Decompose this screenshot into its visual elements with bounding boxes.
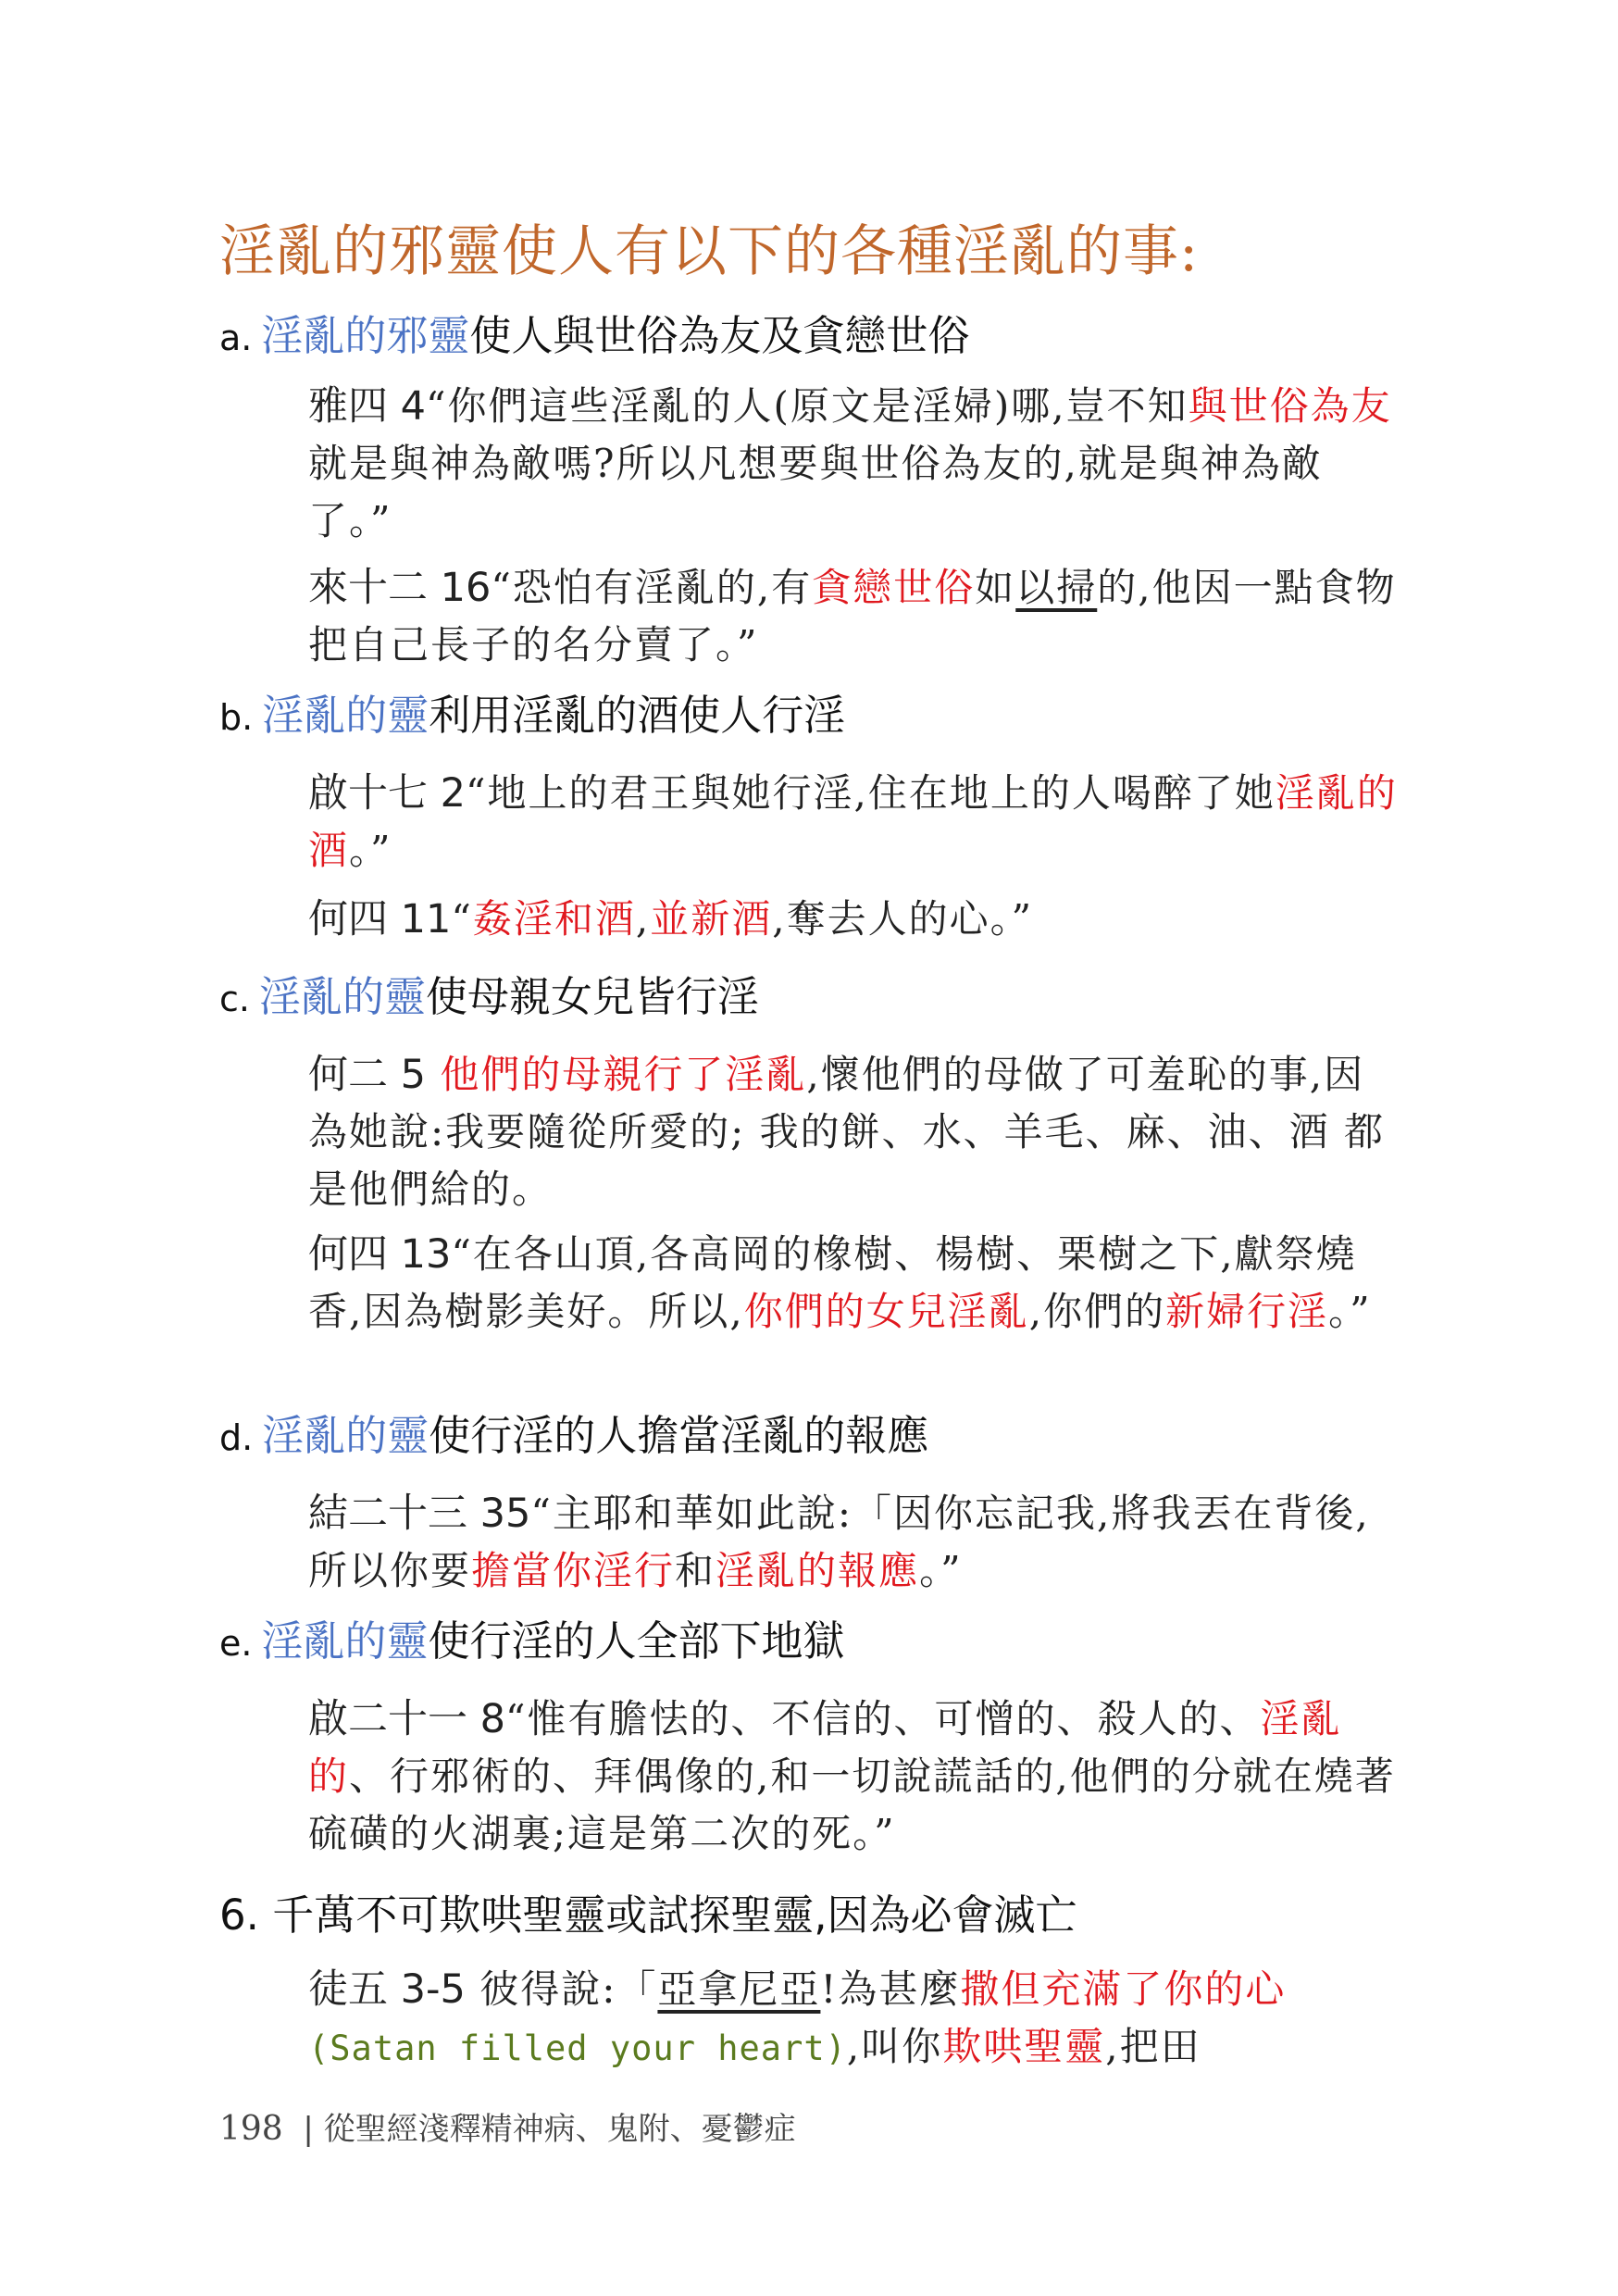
page-title: 淫亂的邪靈使人有以下的各種淫亂的事: (219, 219, 1200, 284)
verse-emphasis: 你們的女兒淫亂 (743, 1289, 1029, 1334)
verse-reference: 啟二十一 8 (308, 1696, 506, 1742)
verse-name-underlined: 以掃 (1015, 565, 1098, 610)
verse-reference: 雅四 4 (308, 383, 427, 430)
verse-emphasis: 姦淫和酒 (472, 896, 636, 942)
verse-reference: 徒五 3-5 (308, 1966, 466, 2013)
verse-emphasis: 撒但充滿了你的心 (960, 1966, 1287, 2012)
point-heading-text: 千萬不可欺哄聖靈或試探聖靈,因為必會滅亡 (272, 1890, 1077, 1940)
verse-text: 如 (975, 565, 1016, 610)
verse-text: “ (451, 896, 473, 942)
section-heading-text: 利用淫亂的酒使人行淫 (429, 691, 846, 740)
section-spirit-name: 淫亂的靈 (261, 1616, 429, 1666)
verse-emphasis: 他們的母親行了淫亂 (440, 1052, 807, 1097)
verse-reference: 來十二 16 (308, 565, 492, 611)
page-footer (219, 2109, 796, 2150)
verse-text: ,奪去人的心。” (772, 896, 1034, 942)
verse-emphasis: 新婦行淫 (1165, 1289, 1329, 1334)
page-number: 198 (219, 2110, 283, 2148)
verse-text: ,把田 (1105, 2024, 1201, 2069)
verse-text: 和 (675, 1548, 716, 1593)
verse-text: “地上的君王與她行淫,住在地上的人喝醉了她 (466, 770, 1276, 816)
verse-text: 、行邪術的、拜偶像的,和一切說謊話的,他們的分就在燒著硫磺的火湖裏;這是第二次的死。” (308, 1753, 1396, 1856)
verse-emphasis: 與世俗為友 (1188, 383, 1392, 429)
verse-text: 彼得說:「 (479, 1966, 658, 2012)
section-spirit-name: 淫亂的邪靈 (261, 311, 470, 360)
verse-text: 的,他因一點食物把自己長子的名分賣了。” (308, 565, 1397, 668)
verse-text: 。” (1328, 1289, 1372, 1334)
verse-emphasis: 貪戀世俗 (812, 565, 976, 610)
point-number: 6. (219, 1890, 259, 1940)
verse-emphasis: 淫亂的酒 (308, 770, 1398, 873)
verse-acts-5-3-5 (308, 1961, 1400, 2078)
verse-text: !為甚麼 (820, 1966, 961, 2012)
verse-emphasis: 擔當你淫行 (471, 1548, 676, 1593)
section-letter: e. (219, 1623, 253, 1664)
verse-text: ,懷他們的母做了可羞恥的事,因為她說:我要隨從所愛的; 我的餅、水、羊毛、麻、油、酒 都是他們給的。 (308, 1052, 1386, 1212)
section-heading-text: 使人與世俗為友及貪戀世俗 (469, 311, 970, 360)
section-e-heading (219, 1611, 845, 1674)
english-gloss: (Satan filled your heart) (308, 2028, 847, 2068)
verse-text: , (635, 896, 651, 942)
section-spirit-name: 淫亂的靈 (262, 1411, 429, 1460)
section-d-heading (219, 1405, 928, 1468)
verse-emphasis: 淫亂的報應 (716, 1548, 920, 1593)
section-letter: c. (219, 979, 250, 1019)
verse-emphasis: 淫亂的 (308, 1696, 1342, 1799)
verse-name-underlined: 亞拿尼亞 (657, 1966, 821, 2012)
verse-reference: 結二十三 35 (308, 1491, 531, 1537)
verse-text: 就是與神為敵嗎?所以凡想要與世俗為友的,就是與神為敵了。” (308, 441, 1323, 543)
section-heading-text: 使母親女兒皆行淫 (426, 972, 760, 1021)
verse-hebrews-12-16 (308, 559, 1400, 674)
section-spirit-name: 淫亂的靈 (258, 972, 426, 1021)
verse-text: “你們這些淫亂的人(原文是淫婦)哪,豈不知 (426, 383, 1189, 429)
verse-emphasis: 欺哄聖靈 (942, 2024, 1106, 2069)
verse-revelation-17-2 (308, 765, 1400, 880)
verse-hosea-4-11 (308, 891, 1400, 948)
book-title: 從聖經淺釋精神病、鬼附、憂鬱症 (323, 2111, 796, 2148)
footer-separator: | (303, 2111, 314, 2148)
section-letter: b. (219, 697, 254, 738)
verse-text: 。” (349, 828, 392, 873)
verse-ezekiel-23-35 (308, 1485, 1400, 1600)
verse-hosea-4-13 (308, 1226, 1400, 1341)
verse-text: ,你們的 (1028, 1289, 1166, 1334)
point-6-heading (219, 1885, 1077, 1946)
section-letter: d. (219, 1417, 254, 1458)
section-letter: a. (219, 318, 253, 358)
verse-hosea-2-5 (308, 1046, 1400, 1218)
verse-text: 。” (919, 1548, 963, 1593)
section-spirit-name: 淫亂的靈 (262, 691, 429, 740)
verse-james-4-4 (308, 378, 1400, 550)
section-heading-text: 使行淫的人擔當淫亂的報應 (429, 1411, 929, 1460)
section-b-heading (219, 685, 845, 748)
verse-text: “恐怕有淫亂的,有 (491, 565, 813, 610)
verse-text: ,叫你 (846, 2024, 943, 2069)
verse-text: “惟有膽怯的、不信的、可憎的、殺人的、 (505, 1696, 1261, 1741)
section-heading-text: 使行淫的人全部下地獄 (428, 1616, 845, 1666)
verse-reference: 何四 11 (308, 896, 452, 942)
section-c-heading (219, 967, 759, 1029)
section-a-heading (219, 306, 969, 368)
verse-text: “在各山頂,各高岡的橡樹、楊樹、栗樹之下,獻祭燒香,因為樹影美好。所以, (308, 1231, 1357, 1334)
verse-emphasis: 並新酒 (650, 896, 773, 942)
verse-reference: 何四 13 (308, 1231, 452, 1278)
verse-reference: 何二 5 (308, 1052, 427, 1098)
verse-revelation-21-8 (308, 1691, 1400, 1863)
verse-reference: 啟十七 2 (308, 770, 467, 817)
verse-text: “主耶和華如此說:「因你忘記我,將我丟在背後,所以你要 (308, 1491, 1370, 1593)
